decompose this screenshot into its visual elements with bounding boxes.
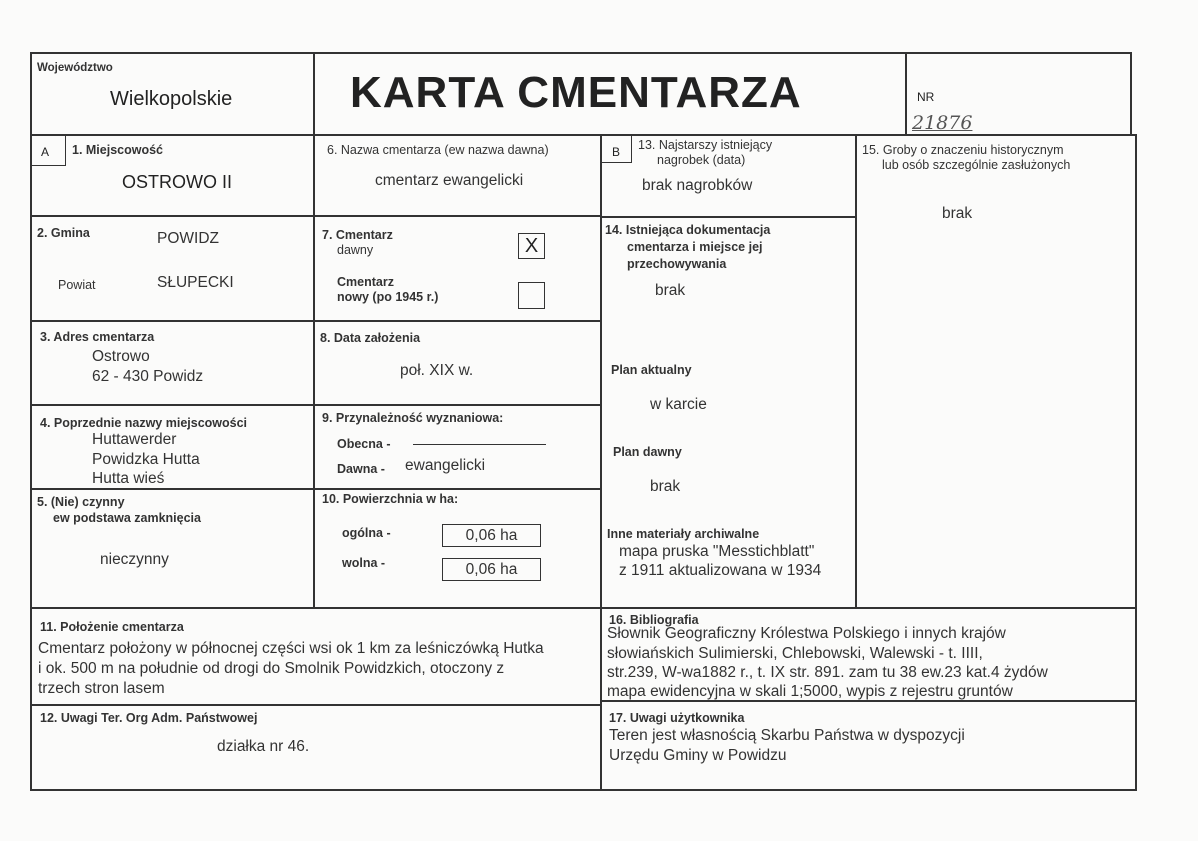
section-b-letter: B (612, 145, 621, 159)
gmina: POWIDZ (157, 230, 219, 247)
address-line: 62 - 430 Powidz (92, 368, 204, 385)
plan-old-label: Plan dawny (613, 445, 682, 459)
oldest-label: nagrobek (data) (657, 153, 746, 167)
biblio-line: mapa ewidencyjna w skali 1;5000, wypis z rejestru gruntów (607, 683, 1013, 700)
new-checkbox[interactable] (518, 282, 545, 309)
location-line: trzech stron lasem (38, 680, 165, 697)
docs: brak (655, 282, 686, 299)
plan-current-label: Plan aktualny (611, 363, 692, 377)
active-label: 5. (Nie) czynny (37, 495, 125, 509)
graves-label: lub osób szczególnie zasłużonych (882, 158, 1071, 172)
address-label: 3. Adres cmentarza (40, 330, 155, 344)
total-area: 0,06 ha (442, 524, 541, 547)
plan-old: brak (650, 478, 681, 495)
notes: działka nr 46. (217, 738, 310, 755)
section-a-letter: A (41, 145, 50, 159)
notes-label: 12. Uwagi Ter. Org Adm. Państwowej (40, 711, 258, 725)
founded: poł. XIX w. (400, 362, 474, 379)
prev-name: Huttawerder (92, 431, 177, 448)
docs-label: cmentarza i miejsce jej (627, 240, 763, 254)
voivodeship-label: Województwo (37, 62, 113, 74)
prev-name: Hutta wieś (92, 470, 165, 487)
cemetery-name: cmentarz ewangelicki (375, 172, 524, 189)
old-checkbox[interactable]: X (518, 233, 545, 259)
docs-label: przechowywania (627, 257, 727, 271)
oldest-label: 13. Najstarszy istniejący (638, 138, 773, 152)
user-notes-label: 17. Uwagi użytkownika (609, 711, 745, 725)
old-label: dawny (337, 243, 374, 257)
area-label: 10. Powierzchnia w ha: (322, 492, 459, 506)
former-label: Dawna - (337, 462, 385, 476)
new-label: nowy (po 1945 r.) (337, 290, 439, 304)
nr-value: 21876 (912, 112, 973, 134)
name-label: 6. Nazwa cmentarza (ew nazwa dawna) (327, 143, 549, 157)
address-line: Ostrowo (92, 348, 150, 365)
oldest-grave: brak nagrobków (642, 177, 753, 194)
biblio-line: Słownik Geograficzny Królestwa Polskiego i innych krajów (607, 625, 1006, 642)
prev-names-label: 4. Poprzednie nazwy miejscowości (40, 416, 248, 430)
graves: brak (942, 205, 973, 222)
free-label: wolna - (342, 556, 386, 570)
location-label: 11. Położenie cmentarza (40, 620, 184, 634)
page-title: KARTA CMENTARZA (350, 68, 802, 117)
biblio-label: 16. Bibliografia (609, 613, 699, 627)
nr-label: NR (917, 90, 935, 104)
active-status: nieczynny (100, 551, 169, 568)
total-label: ogólna - (342, 526, 391, 540)
active-label: ew podstawa zamknięcia (53, 511, 201, 525)
voivodeship: Wielkopolskie (110, 88, 233, 110)
powiat-label: Powiat (58, 278, 96, 292)
graves-label: 15. Groby o znaczeniu historycznym (862, 143, 1064, 157)
former-denomination: ewangelicki (405, 457, 486, 474)
locality-label: 1. Miejscowość (72, 143, 164, 157)
founded-label: 8. Data założenia (320, 331, 421, 345)
biblio-line: str.239, W-wa1882 r., t. IX str. 891. zam tu 38 ew.23 kat.4 żydów (607, 664, 1048, 681)
docs-label: 14. Istniejąca dokumentacja (605, 223, 771, 237)
new-label: Cmentarz (337, 275, 394, 289)
type-label: 7. Cmentarz (322, 228, 393, 242)
gmina-label: 2. Gmina (37, 226, 90, 240)
biblio-line: słowiańskich Sulimierski, Chlebowski, Walewski - t. IIII, (607, 645, 983, 662)
other-line: z 1911 aktualizowana w 1934 (619, 562, 822, 579)
current-label: Obecna - (337, 437, 391, 451)
prev-name: Powidzka Hutta (92, 451, 200, 468)
powiat: SŁUPECKI (157, 274, 234, 291)
location-line: Cmentarz położony w północnej części wsi ok 1 km za leśniczówką Hutka (38, 640, 544, 657)
user-notes-line: Urzędu Gminy w Powidzu (609, 747, 787, 764)
user-notes-line: Teren jest własnością Skarbu Państwa w dyspozycji (609, 727, 965, 744)
free-area: 0,06 ha (442, 558, 541, 581)
location-line: i ok. 500 m na południe od drogi do Smolnik Powidzkich, otoczony z (38, 660, 505, 677)
plan-current: w karcie (650, 396, 707, 413)
locality: OSTROWO II (122, 172, 232, 192)
other-label: Inne materiały archiwalne (607, 527, 760, 541)
other-line: mapa pruska "Messtichblatt" (619, 543, 815, 560)
denomination-label: 9. Przynależność wyznaniowa: (322, 411, 504, 425)
